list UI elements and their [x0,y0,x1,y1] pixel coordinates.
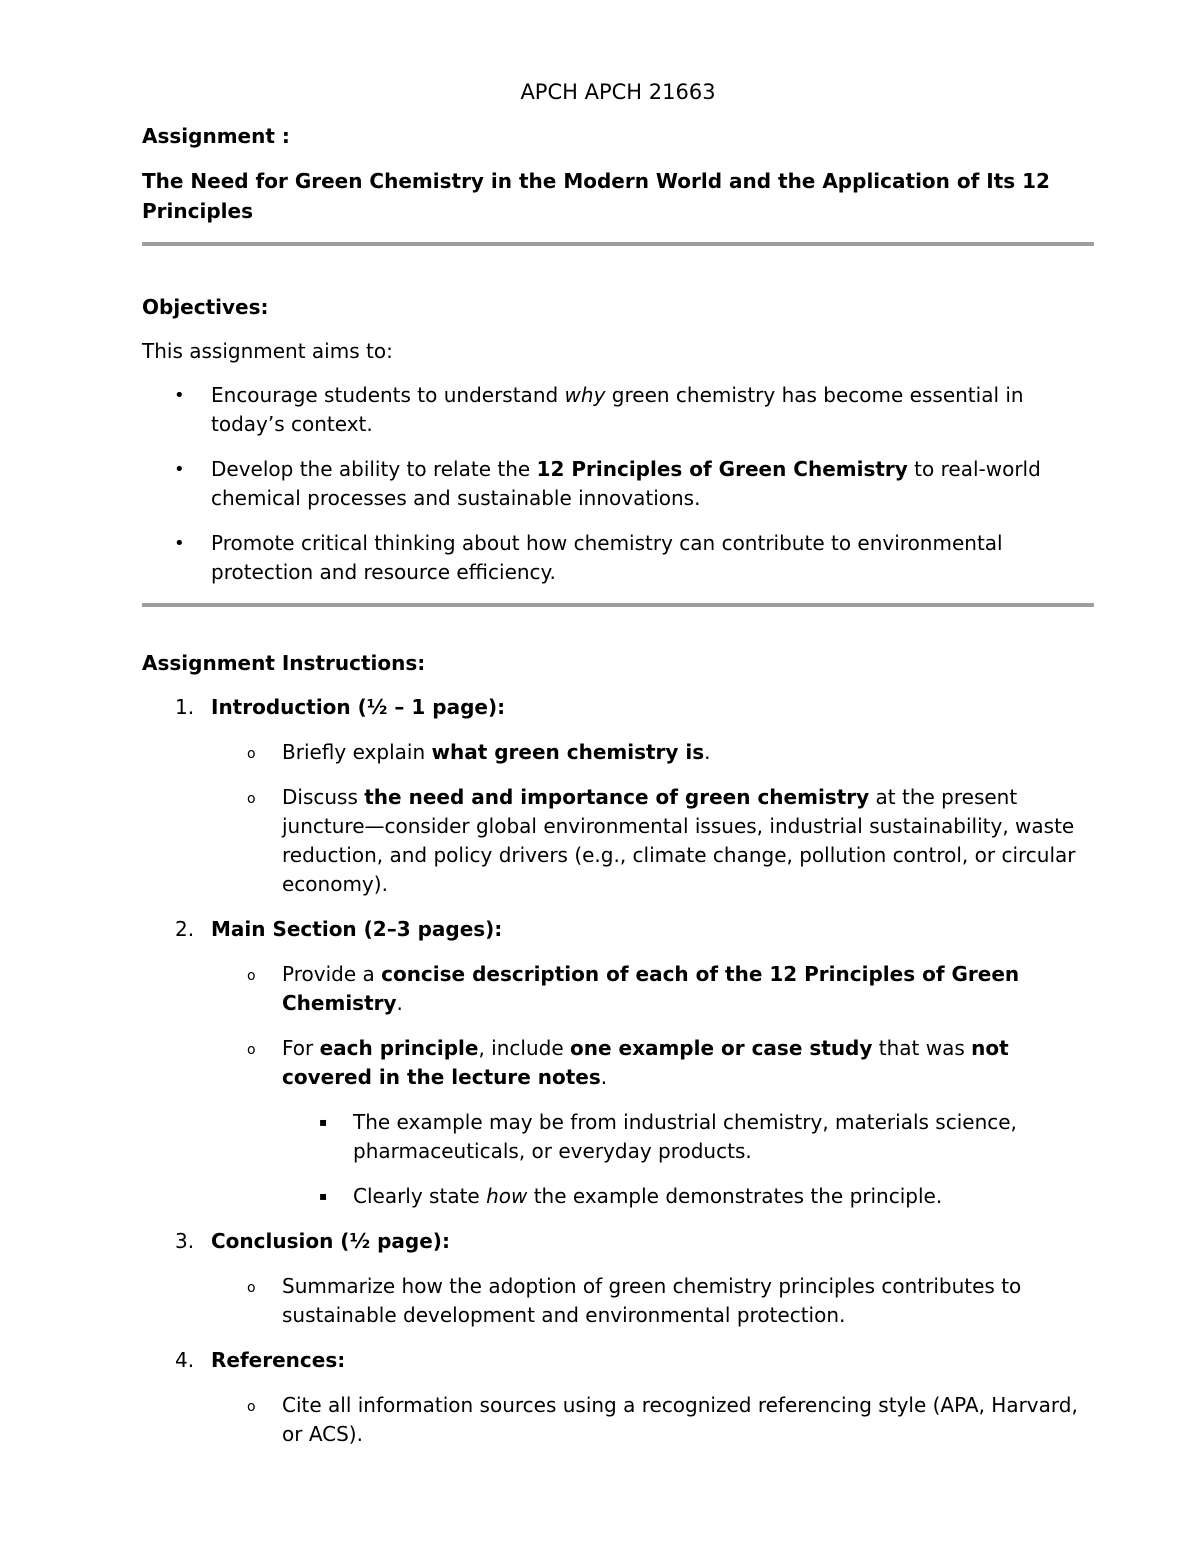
sub-item [142,1391,1094,1449]
numbered-item [142,1227,1094,1256]
objectives-heading: Objectives: [142,295,269,319]
sub-item [142,960,1094,1018]
item-text: , include [478,1036,570,1060]
item-label: Main Section (2–3 pages): [211,917,503,941]
item-text: Summarize how the adoption of green chemistry principles contributes to sustainable development and environmental protection. [282,1274,1022,1327]
objectives-intro: This assignment aims to: [142,339,393,363]
horizontal-rule [142,603,1094,607]
item-text: at the present juncture—consider global environmental issues, industrial sustainability, waste reduction, and policy drivers (e.g., climate change, pollution control, or circular economy). [282,785,1076,896]
item-label: Conclusion (½ page): [211,1229,450,1253]
circle-bullet-icon: o [247,968,256,984]
item-label: Introduction (½ – 1 page): [211,695,506,719]
item-bold: each principle [319,1036,479,1060]
item-text: . [396,991,403,1015]
item-text: Provide a [282,962,382,986]
list-item [142,455,1094,513]
item-number: 4. [175,1348,195,1372]
item-text: The example may be from industrial chemistry, materials science, pharmaceuticals, or everyday products. [353,1110,1017,1163]
item-text: Encourage students to understand [211,383,565,407]
document-content [142,78,1094,1449]
item-number: 2. [175,917,195,941]
item-text: that was [872,1036,972,1060]
sub-item [142,738,1094,767]
item-text: Clearly state [353,1184,487,1208]
item-bold: not covered in the lecture notes [282,1036,1009,1089]
item-emphasis: how [486,1184,528,1208]
horizontal-rule [142,242,1094,246]
bullet-icon: • [174,533,185,554]
circle-bullet-icon: o [247,791,256,807]
list-item [142,381,1094,439]
item-label: References: [211,1348,346,1372]
item-bold: the need and importance of green chemistry [364,785,870,809]
item-bold: concise description of each of the 12 Principles of Green Chemistry [282,962,1020,1015]
square-bullet-icon: ▪ [319,1189,328,1203]
item-bold: one example or case study [570,1036,873,1060]
circle-bullet-icon: o [247,746,256,762]
assignment-title: The Need for Green Chemistry in the Modern World and the Application of Its 12 Principles [142,169,1050,223]
assignment-label: Assignment : [142,124,290,148]
square-bullet-icon: ▪ [319,1115,328,1129]
item-text: For [282,1036,320,1060]
item-text: Discuss [282,785,365,809]
item-emphasis: why [564,383,606,407]
sub-item [142,1272,1094,1330]
item-text: to real-world chemical processes and sustainable innovations. [211,457,1041,510]
bullet-icon: • [174,459,185,480]
item-text: Promote critical thinking about how chemistry can contribute to environmental protection and resource efficiency. [211,531,1003,584]
item-bold: 12 Principles of Green Chemistry [536,457,908,481]
item-number: 1. [175,695,195,719]
sub-item [142,783,1094,899]
nested-item [142,1108,1094,1166]
item-number: 3. [175,1229,195,1253]
item-text: Develop the ability to relate the [211,457,537,481]
nested-item [142,1182,1094,1211]
item-bold: what green chemistry is [431,740,705,764]
circle-bullet-icon: o [247,1280,256,1296]
list-item [142,529,1094,587]
item-text: . [704,740,711,764]
item-text: . [600,1065,608,1089]
circle-bullet-icon: o [247,1042,256,1058]
sub-item [142,1034,1094,1092]
numbered-item [142,693,1094,722]
item-text: Briefly explain [282,740,432,764]
instructions-heading: Assignment Instructions: [142,651,426,675]
bullet-icon: • [174,385,185,406]
numbered-item [142,1346,1094,1375]
objectives-list [142,381,1094,587]
numbered-item [142,915,1094,944]
item-text: green chemistry has become essential in today’s context. [211,383,1024,436]
item-text: Cite all information sources using a recognized referencing style (APA, Harvard, or ACS). [282,1393,1078,1446]
circle-bullet-icon: o [247,1399,256,1415]
course-code: APCH APCH 21663 [520,80,716,104]
item-text: the example demonstrates the principle. [527,1184,943,1208]
